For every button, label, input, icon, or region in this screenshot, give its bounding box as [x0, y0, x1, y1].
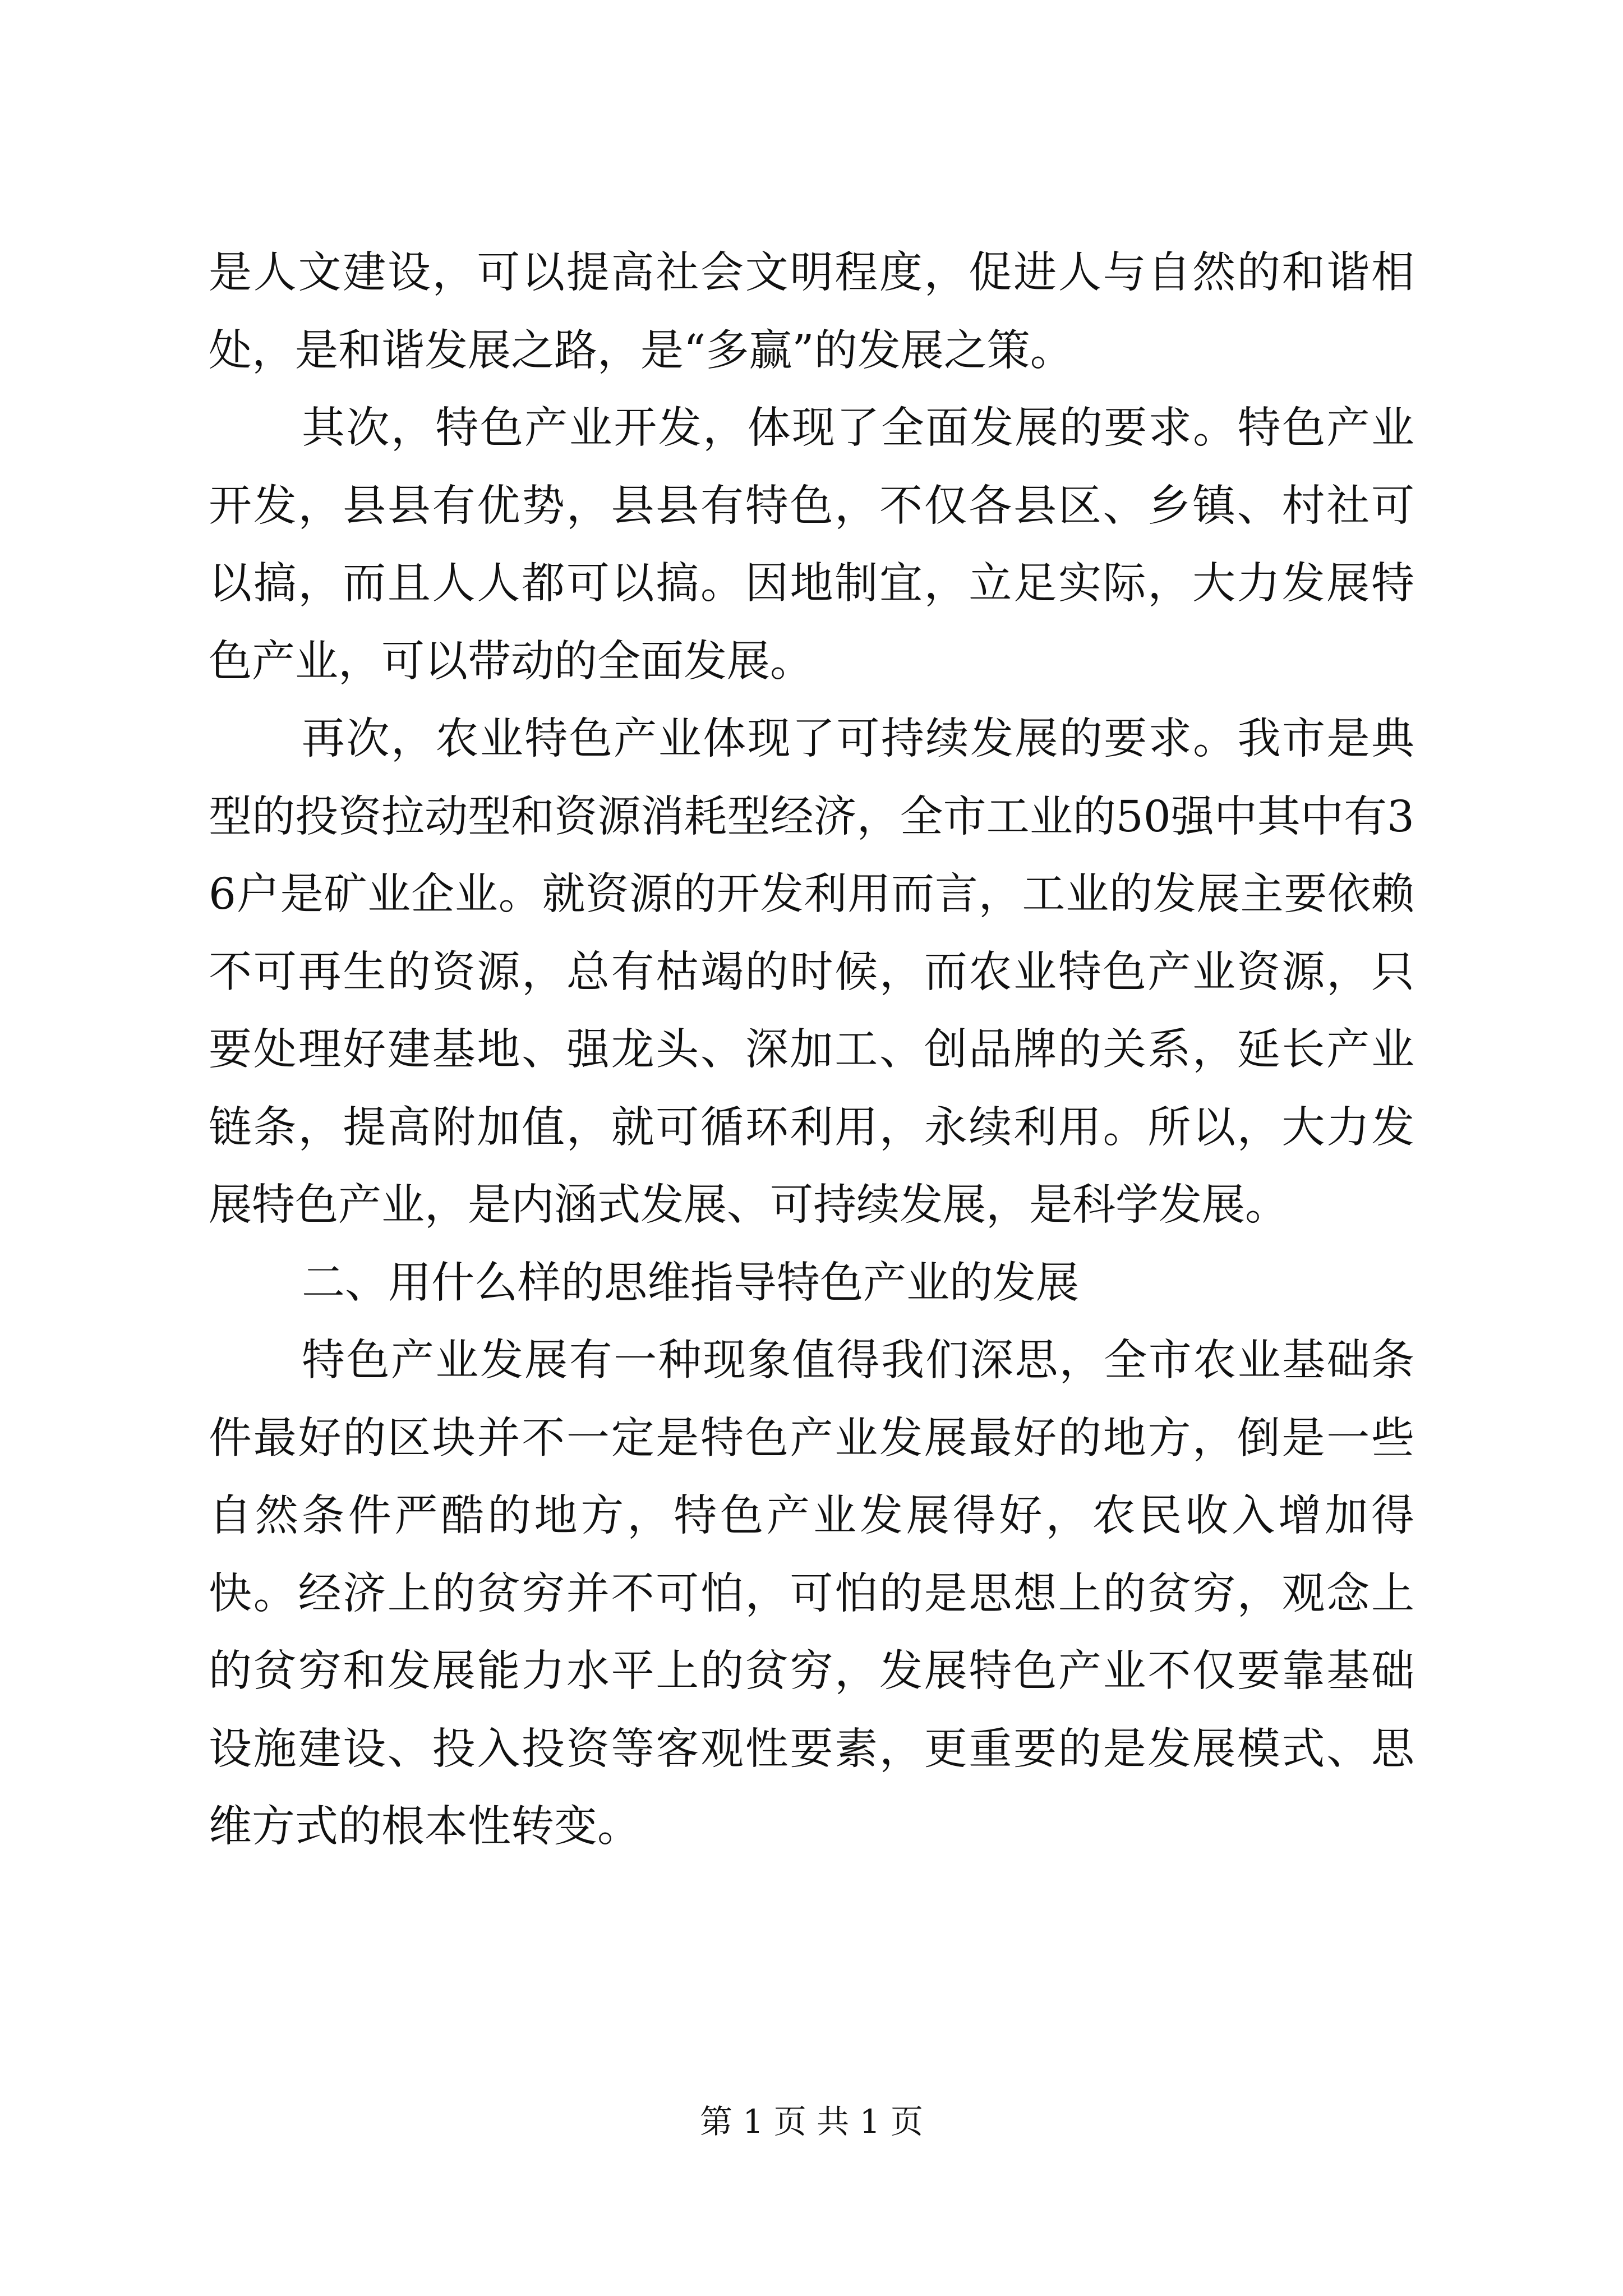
paragraph-comprehensive-development: 其次，特色产业开发，体现了全面发展的要求。特色产业开发，县县有优势，县县有特色，不仅各县区、乡镇、村社可以搞，而且人人都可以搞。因地制宜，立足实际，大力发展特色产业，可以带动的全面发展。 — [209, 403, 1414, 687]
paragraph-thinking-transformation: 特色产业发展有一种现象值得我们深思，全市农业基础条件最好的区块并不一定是特色产业发展最好的地方，倒是一些自然条件严酷的地方，特色产业发展得好，农民收入增加得快。经济上的贫穷并不可怕，可怕的是思想上的贫穷，观念上的贫穷和发展能力水平上的贫穷，发展特色产业不仅要靠基础设施建设、投入投资等客观性要素，更重要的是发展模式、思维方式的根本性转变。 — [209, 1336, 1414, 1852]
section-heading: 二、用什么样的思维指导特色产业的发展 — [302, 1258, 1079, 1308]
paragraph-continuation: 是人文建设，可以提高社会文明程度，促进人与自然的和谐相处，是和谐发展之路，是“多赢”的发展之策。 — [209, 248, 1414, 376]
page-number-footer: 第 1 页 共 1 页 — [700, 2102, 923, 2141]
document-body — [209, 234, 1414, 1866]
paragraph-sustainable-development: 再次，农业特色产业体现了可持续发展的要求。我市是典型的投资拉动型和资源消耗型经济，全市工业的50强中其中有36户是矿业企业。就资源的开发利用而言，工业的发展主要依赖不可再生的资源，总有枯竭的时候，而农业特色产业资源，只要处理好建基地、强龙头、深加工、创品牌的关系，延长产业链条，提高附加值，就可循环利用，永续利用。所以，大力发展特色产业，是内涵式发展、可持续发展，是科学发展。 — [209, 714, 1414, 1230]
